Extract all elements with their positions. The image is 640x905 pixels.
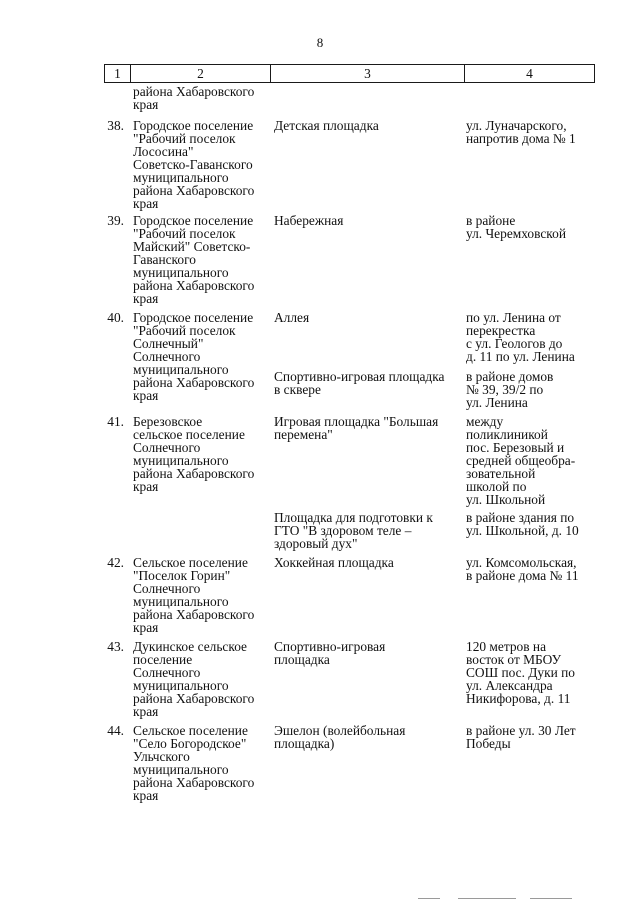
row-number: 44.	[107, 723, 124, 738]
row-number: 41.	[107, 414, 124, 429]
location-cell: в районе ул. 30 Лет Победы	[466, 723, 576, 751]
scan-artifact	[418, 898, 440, 899]
object-cell: Спортивно-игровая площадка	[274, 639, 386, 667]
scan-artifact	[458, 898, 516, 899]
column-header-1: 1	[105, 65, 131, 82]
continued-municipality-cell: района Хабаровского края	[133, 84, 255, 112]
page-number: 8	[316, 35, 324, 50]
row-number: 43.	[107, 639, 124, 654]
municipality-cell: Городское поселение "Рабочий поселок Солнечный" Солнечного муниципального района Хабаровского края	[133, 310, 255, 403]
column-header-4: 4	[526, 66, 533, 81]
column-header-3: 3	[271, 65, 465, 82]
location-cell: ул. Луначарского, напротив дома № 1	[466, 118, 576, 146]
location-cell: в районе домов № 39, 39/2 по ул. Ленина	[466, 369, 554, 410]
location-cell: ул. Комсомольская, в районе дома № 11	[466, 555, 579, 583]
municipality-cell: Дукинское сельское поселение Солнечного муниципального района Хабаровского края	[133, 639, 255, 719]
municipality-cell: Березовское сельское поселение Солнечного муниципального района Хабаровского края	[133, 414, 255, 494]
location-cell: между поликлиникой пос. Березовый и средней общеобра- зовательной школой по ул. Школьной	[466, 414, 576, 507]
object-cell: Площадка для подготовки к ГТО "В здоровом теле – здоровый дух"	[274, 510, 433, 551]
object-cell: Спортивно-игровая площадка в сквере	[274, 369, 445, 397]
municipality-cell: Городское поселение "Рабочий поселок Лососина" Советско-Гаванского муниципального района Хабаровского края	[133, 118, 255, 211]
municipality-cell: Городское поселение "Рабочий поселок Майский" Советско- Гаванского муниципального района Хабаровского края	[133, 213, 255, 306]
column-header-2: 2	[131, 65, 271, 82]
object-cell: Аллея	[274, 310, 310, 325]
location-cell: по ул. Ленина от перекрестка с ул. Геологов до д. 11 по ул. Ленина	[466, 310, 575, 364]
object-cell: Детская площадка	[274, 118, 379, 133]
table-column-header-row	[104, 64, 595, 83]
row-number: 40.	[107, 310, 124, 325]
location-cell: 120 метров на восток от МБОУ СОШ пос. Дуки по ул. Александра Никифорова, д. 11	[466, 639, 576, 706]
municipality-cell: Сельское поселение "Село Богородское" Ульчского муниципального района Хабаровского края	[133, 723, 255, 803]
row-number: 42.	[107, 555, 124, 570]
object-cell: Игровая площадка "Большая перемена"	[274, 414, 439, 442]
municipality-cell: Сельское поселение "Поселок Горин" Солнечного муниципального района Хабаровского края	[133, 555, 255, 635]
row-number: 38.	[107, 118, 124, 133]
object-cell: Эшелон (волейбольная площадка)	[274, 723, 406, 751]
object-cell: Хоккейная площадка	[274, 555, 394, 570]
scan-artifact	[530, 898, 572, 899]
location-cell: в районе здания по ул. Школьной, д. 10	[466, 510, 579, 538]
row-number: 39.	[107, 213, 124, 228]
object-cell: Набережная	[274, 213, 344, 228]
location-cell: в районе ул. Черемховской	[466, 213, 566, 241]
